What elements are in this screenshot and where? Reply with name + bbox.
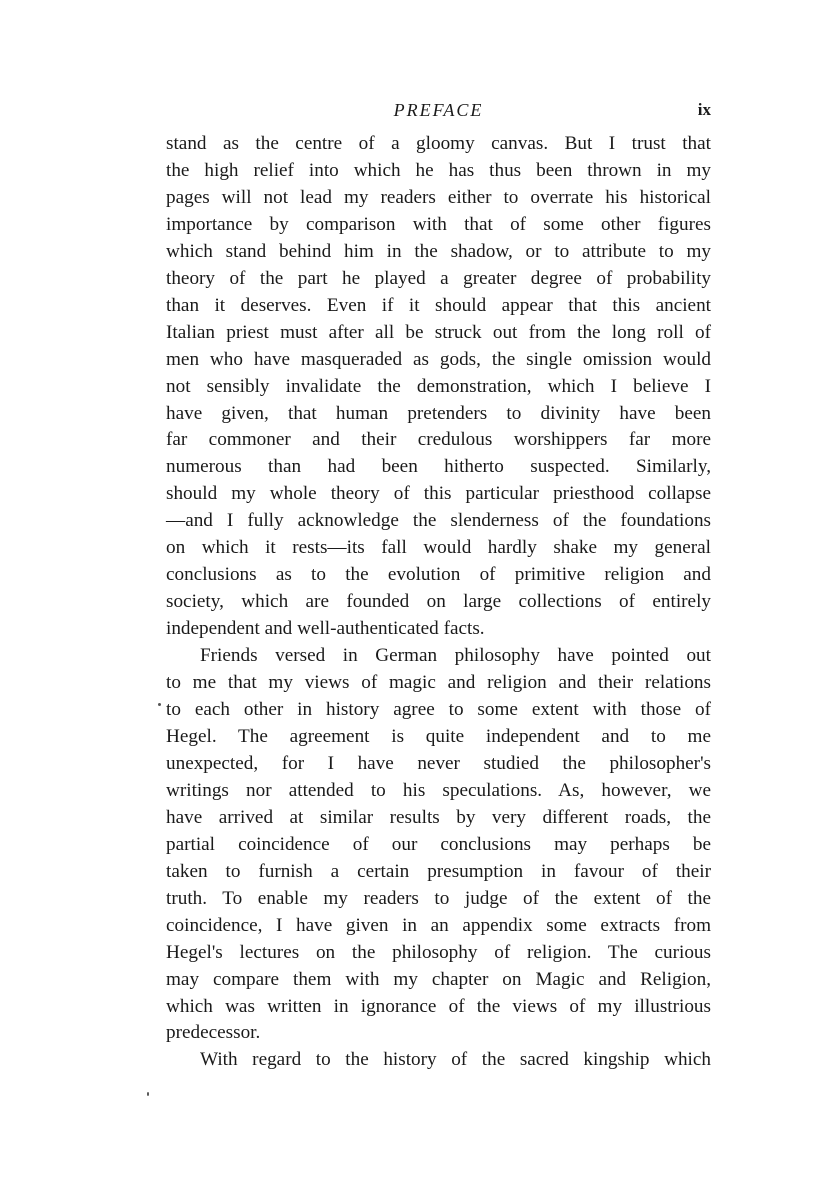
- text-line: not sensibly invalidate the demonstration, which I believe I: [166, 375, 711, 397]
- text-line: men who have masqueraded as gods, the single omission would: [166, 348, 711, 370]
- text-line: Hegel's lectures on the philosophy of religion. The curious: [166, 941, 711, 963]
- text-line: theory of the part he played a greater degree of probability: [166, 267, 711, 289]
- text-line: should my whole theory of this particular priesthood collapse: [166, 483, 711, 505]
- text-line: numerous than had been hitherto suspected. Similarly,: [166, 456, 711, 478]
- text-line: truth. To enable my readers to judge of the extent of the: [166, 887, 711, 909]
- text-line: have arrived at similar results by very different roads, the: [166, 806, 711, 828]
- text-line: to each other in history agree to some extent with those of: [166, 699, 711, 721]
- text-line: on which it rests—its fall would hardly shake my general: [166, 537, 711, 559]
- text-line: Italian priest must after all be struck out from the long roll of: [166, 321, 711, 343]
- paragraph-1: [166, 131, 711, 643]
- text-line: independent and well-authenticated facts.: [166, 618, 485, 640]
- text-line: which stand behind him in the shadow, or to attribute to my: [166, 240, 711, 262]
- running-title: PREFACE: [393, 100, 484, 120]
- text-line: partial coincidence of our conclusions may perhaps be: [166, 833, 711, 855]
- text-line: far commoner and their credulous worshippers far more: [166, 429, 711, 451]
- text-line: Hegel. The agreement is quite independent and to me: [166, 725, 711, 747]
- text-line: —and I fully acknowledge the slenderness of the foundations: [166, 510, 711, 532]
- paragraph-2: [166, 643, 711, 1047]
- text-line: have given, that human pretenders to divinity have been: [166, 402, 711, 424]
- scan-speck: [158, 703, 161, 706]
- text-line: society, which are founded on large collections of entirely: [166, 591, 711, 613]
- text-line: than it deserves. Even if it should appear that this ancient: [166, 294, 711, 316]
- page-number: ix: [697, 100, 711, 119]
- text-line: writings nor attended to his speculations. As, however, we: [166, 779, 711, 801]
- text-line: may compare them with my chapter on Magic and Religion,: [166, 968, 711, 990]
- text-line: pages will not lead my readers either to overrate his historical: [166, 186, 711, 208]
- text-line: stand as the centre of a gloomy canvas. But I trust that: [166, 133, 711, 154]
- text-line: With regard to the history of the sacred kingship which: [200, 1049, 711, 1071]
- text-line: to me that my views of magic and religion and their relations: [166, 672, 711, 694]
- paragraph-3: [166, 1047, 711, 1074]
- running-head: [166, 96, 711, 124]
- text-line: conclusions as to the evolution of primitive religion and: [166, 564, 711, 586]
- text-line: importance by comparison with that of some other figures: [166, 213, 711, 235]
- text-line: which was written in ignorance of the views of my illustrious: [166, 995, 711, 1017]
- body-text: [166, 131, 711, 1074]
- scan-speck: [147, 1092, 149, 1096]
- text-line: the high relief into which he has thus been thrown in my: [166, 159, 711, 181]
- text-line: unexpected, for I have never studied the philosopher's: [166, 752, 711, 774]
- text-line: Friends versed in German philosophy have pointed out: [200, 645, 711, 667]
- text-line: coincidence, I have given in an appendix some extracts from: [166, 914, 711, 936]
- text-line: predecessor.: [166, 1022, 261, 1044]
- text-line: taken to furnish a certain presumption in favour of their: [166, 860, 711, 882]
